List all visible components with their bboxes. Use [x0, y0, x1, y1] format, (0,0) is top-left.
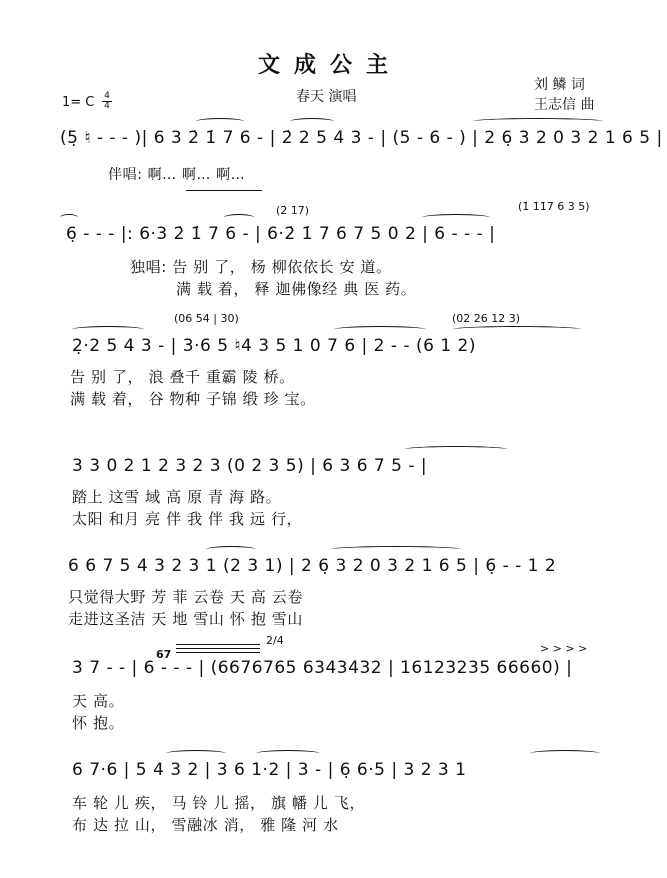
system1-lyrics: 伴唱: 啊… 啊… 啊… — [108, 167, 246, 183]
performer-credit: 春天 演唱 — [296, 89, 357, 105]
system4-lyrics-a: 踏上 这雪 域 高 原 青 海 路。 — [72, 488, 282, 506]
slur — [330, 546, 462, 553]
system2-lyrics-b: 满 载 着， 释 迦佛像经 典 医 药。 — [176, 280, 417, 298]
slur — [404, 446, 508, 453]
system5-notes: 6 6 7 5 4 3 2 3 1 (2 3 1) | 2 6̣ 3 2 0 3 2 1 6 5 | 6̣ - - 1 2 — [68, 556, 557, 576]
system2-notes: 6̣ - - - |: 6·3 2̇ 1̇ 7 6 - | 6·2̇ 1̇ 7 6 7 5 0 2 | 6 - - - | — [66, 224, 496, 244]
tremolo-line — [176, 644, 260, 645]
system3-lyrics-a: 告 别 了， 浪 叠千 重霸 陵 桥。 — [70, 368, 295, 386]
system3-lyrics-b: 满 载 着， 谷 物种 子锦 缎 珍 宝。 — [70, 390, 316, 408]
lyricist-credit: 刘 鳞 词 — [534, 77, 585, 93]
system4-lyrics-b: 太阳 和月 亮 伴 我 伴 我 远 行， — [72, 510, 303, 528]
system2-lyrics-a: 独唱: 告 别 了， 杨 柳依依长 安 道。 — [130, 258, 392, 276]
tremolo-line — [176, 652, 260, 653]
key-signature: 1= C — [62, 95, 95, 110]
slur — [530, 750, 600, 757]
system3-grace-a: (06 54 | 30) — [174, 312, 239, 325]
slur — [256, 750, 320, 757]
system6-lyrics-a: 天 高。 — [72, 692, 125, 710]
slur — [422, 214, 490, 221]
time-signature-top: 4 — [104, 91, 110, 101]
system1-underline — [186, 190, 262, 191]
system3-notes: 2̣·2 5 4 3 - | 3·6 5 ♮4 3 5 1 0 7 6 | 2 - - (6 1 2) — [72, 336, 476, 356]
slur — [196, 118, 244, 125]
system5-lyrics-b: 走进这圣洁 天 地 雪山 怀 抱 雪山 — [68, 610, 304, 628]
slur — [166, 750, 226, 757]
slur — [60, 214, 78, 221]
time-signature-bottom: 4 — [102, 101, 112, 111]
song-title: 文成公主 — [258, 52, 403, 78]
time-signature — [102, 92, 112, 111]
system3-grace-b: (02 26 12 3) — [452, 312, 521, 325]
system4-notes: 3 3 0 2 1 2 3 2 3 (0 2 3 5) | 6 3 6 7 5 - | — [72, 456, 428, 476]
system6-notes: 3 7 - - | 6 - - - | (6676765 6343432 | 16123235 66660) | — [72, 658, 573, 678]
system6-grace: 67 — [156, 648, 172, 661]
slur — [472, 118, 604, 125]
system2-grace-right: (1̇ 1̇1̇7 6 3 5) — [518, 200, 590, 213]
slur — [334, 326, 426, 333]
system7-notes: 6 7·6 | 5 4 3 2 | 3 6 1·2 | 3 - | 6̣ 6·5 | 3 2 3 1 — [72, 760, 467, 780]
system6-time-change: 2/4 — [266, 634, 284, 647]
slur — [290, 118, 334, 125]
system1-notes: (5̣ ♮ - - - )| 6 3 2̇ 1̇ 7 6 - | 2̇ 2 5 4 3 - | (5 - 6 - ) | 2 6̣ 3 2 0 3 2 1 6 5 | — [60, 128, 663, 148]
slur — [206, 546, 256, 553]
composer-credit: 王志信 曲 — [534, 97, 595, 113]
slur — [452, 326, 582, 333]
system6-lyrics-b: 怀 抱。 — [72, 714, 125, 732]
system6-accents: > > > > — [540, 642, 588, 655]
tremolo-line — [176, 648, 260, 649]
system5-lyrics-a: 只觉得大野 芳 菲 云卷 天 高 云卷 — [68, 588, 304, 606]
system7-lyrics-b: 布 达 拉 山， 雪融冰 消， 雅 隆 河 水 — [72, 816, 339, 834]
slur — [224, 214, 254, 221]
slur — [72, 326, 144, 333]
system2-grace: (2̇ 1̇7) — [276, 204, 310, 217]
system7-lyrics-a: 车 轮 儿 疾， 马 铃 儿 摇， 旗 幡 儿 飞， — [72, 794, 366, 812]
